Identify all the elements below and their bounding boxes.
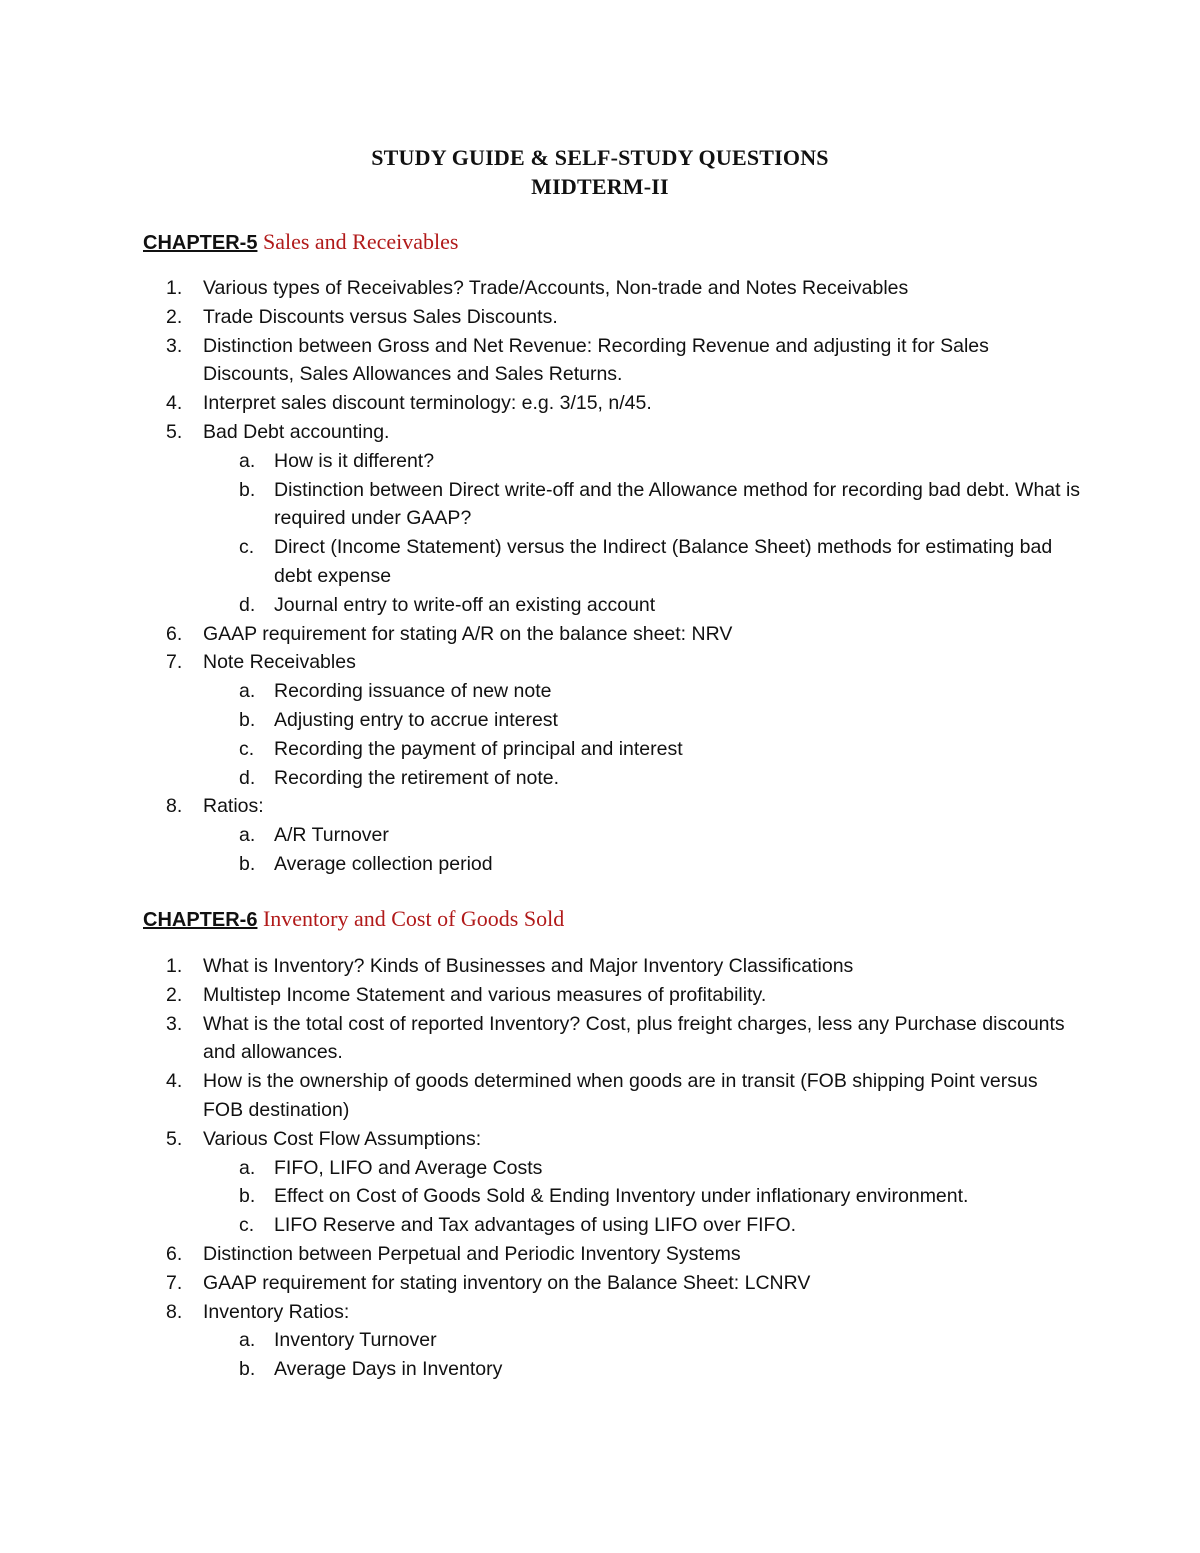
list-item-text: Inventory Ratios: <box>203 1300 350 1323</box>
sub-list-item-text: FIFO, LIFO and Average Costs <box>274 1156 543 1179</box>
list-item-number: 4. <box>166 392 183 415</box>
list-item <box>0 1269 1083 1298</box>
title-line-1: STUDY GUIDE & SELF-STUDY QUESTIONS <box>371 145 829 170</box>
list-item-text: Interpret sales discount terminology: e.g. 3/15, n/45. <box>203 392 652 415</box>
sub-list-item <box>0 447 1094 476</box>
sub-list-item-letter: c. <box>239 737 255 760</box>
chapter-5-list <box>0 274 1200 879</box>
chapter-5-heading <box>143 227 458 258</box>
sub-list-item-letter: b. <box>239 708 256 731</box>
list-item <box>0 648 1083 677</box>
sub-list-item-text: Direct (Income Statement) versus the Indirect (Balance Sheet) methods for estimating bad debt expense <box>274 536 1053 587</box>
sub-list-item-text: Inventory Turnover <box>274 1329 437 1352</box>
chapter-5-label: CHAPTER-5 <box>143 232 258 254</box>
list-item-text: Distinction between Perpetual and Periodic Inventory Systems <box>203 1242 741 1265</box>
list-item-text: Various types of Receivables? Trade/Accounts, Non-trade and Notes Receivables <box>203 277 909 299</box>
sub-list-item-text: Journal entry to write-off an existing account <box>274 593 656 616</box>
sub-list-item-text: Effect on Cost of Goods Sold & Ending Inventory under inflationary environment. <box>274 1185 969 1208</box>
sub-list-item-letter: a. <box>239 1156 256 1179</box>
list-item <box>0 981 1083 1010</box>
list-item <box>0 303 1083 332</box>
list-item-number: 3. <box>166 1012 183 1035</box>
list-item-number: 7. <box>166 651 183 674</box>
list-item <box>0 792 1083 821</box>
list-item <box>0 1067 1083 1125</box>
chapter-6-list <box>0 952 1200 1384</box>
list-item-number: 6. <box>166 1242 183 1265</box>
sub-list-item-letter: c. <box>239 536 255 559</box>
sub-list-item <box>0 476 1094 534</box>
chapter-6-title: Inventory and Cost of Goods Sold <box>262 906 565 931</box>
list-item-text: GAAP requirement for stating A/R on the balance sheet: NRV <box>203 622 733 645</box>
sub-list-item <box>0 1154 1094 1183</box>
sub-list-item <box>0 533 1094 591</box>
list-item-text: Distinction between Gross and Net Revenue: Recording Revenue and adjusting it for Sales Discounts, Sales Allowances and Sales Returns. <box>203 334 989 386</box>
sub-list-item <box>0 764 1094 793</box>
sub-list-item-letter: d. <box>239 766 256 789</box>
list-item <box>0 1240 1083 1269</box>
sub-list-item-letter: a. <box>239 449 256 472</box>
list-item-number: 5. <box>166 420 183 443</box>
list-item-text: What is Inventory? Kinds of Businesses and Major Inventory Classifications <box>203 955 854 977</box>
list-item <box>0 274 1083 303</box>
sub-list-item <box>0 1326 1094 1355</box>
sub-list-item <box>0 1355 1094 1384</box>
list-item-number: 8. <box>166 1300 183 1323</box>
chapter-6-label: CHAPTER-6 <box>143 909 258 931</box>
list-item-text: GAAP requirement for stating inventory on the Balance Sheet: LCNRV <box>203 1271 811 1294</box>
list-item-number: 5. <box>166 1127 183 1150</box>
sub-list-item <box>0 850 1094 879</box>
list-item <box>0 418 1083 447</box>
list-item-number: 3. <box>166 334 183 357</box>
sub-list-item-text: A/R Turnover <box>274 824 389 847</box>
sub-list-item-letter: b. <box>239 1358 256 1381</box>
list-item <box>0 1125 1083 1154</box>
sub-list-item <box>0 706 1094 735</box>
list-item-text: How is the ownership of goods determined when goods are in transit (FOB shipping Point versus FOB destination) <box>203 1070 1038 1121</box>
title-line-2: MIDTERM-II <box>531 174 669 199</box>
list-item <box>0 389 1083 418</box>
list-item-number: 8. <box>166 795 183 818</box>
list-item <box>0 1298 1083 1327</box>
list-item-text: Bad Debt accounting. <box>203 420 390 443</box>
sub-list-item <box>0 591 1094 620</box>
list-item <box>0 952 1083 981</box>
list-item-number: 2. <box>166 305 183 328</box>
list-item-text: Multistep Income Statement and various measures of profitability. <box>203 983 767 1006</box>
sub-list-item-text: How is it different? <box>274 449 435 472</box>
sub-list-item-text: Recording issuance of new note <box>274 680 552 703</box>
list-item-text: Various Cost Flow Assumptions: <box>203 1127 482 1150</box>
list-item <box>0 332 1083 390</box>
sub-list-item-letter: d. <box>239 593 256 616</box>
sub-list-item-letter: b. <box>239 852 256 875</box>
list-item-number: 2. <box>166 983 183 1006</box>
sub-list-item-text: Recording the payment of principal and interest <box>274 737 683 760</box>
sub-list-item-text: Average Days in Inventory <box>274 1358 503 1381</box>
list-item-number: 4. <box>166 1070 183 1093</box>
list-item-text: Trade Discounts versus Sales Discounts. <box>203 305 558 328</box>
sub-list-item-text: Recording the retirement of note. <box>274 766 560 789</box>
sub-list-item-letter: a. <box>239 680 256 703</box>
sub-list-item-letter: b. <box>239 1185 256 1208</box>
sub-list-item-text: LIFO Reserve and Tax advantages of using LIFO over FIFO. <box>274 1214 797 1237</box>
sub-list-item-letter: c. <box>239 1214 255 1237</box>
sub-list-item <box>0 821 1094 850</box>
sub-list-item-text: Distinction between Direct write-off and the Allowance method for recording bad debt. What is required under GAAP? <box>274 478 1081 530</box>
sub-list-item-letter: a. <box>239 1329 256 1352</box>
list-item-number: 1. <box>166 955 183 977</box>
list-item-text: Ratios: <box>203 795 264 818</box>
sub-list-item-letter: a. <box>239 824 256 847</box>
sub-list-item <box>0 1211 1094 1240</box>
sub-list-item-text: Average collection period <box>274 852 493 875</box>
list-item <box>0 1010 1083 1068</box>
list-item-text: What is the total cost of reported Inventory? Cost, plus freight charges, less any Purchase discounts and allowances. <box>203 1012 1065 1064</box>
list-item-text: Note Receivables <box>203 651 356 674</box>
chapter-5-title: Sales and Receivables <box>262 229 459 254</box>
sub-list-item <box>0 1182 1094 1211</box>
chapter-6-heading <box>143 904 564 935</box>
list-item-number: 7. <box>166 1271 183 1294</box>
sub-list-item <box>0 677 1094 706</box>
list-item <box>0 620 1083 649</box>
document-title <box>0 143 1200 201</box>
list-item-number: 6. <box>166 622 183 645</box>
sub-list-item-text: Adjusting entry to accrue interest <box>274 708 558 731</box>
sub-list-item <box>0 735 1094 764</box>
sub-list-item-letter: b. <box>239 478 256 501</box>
list-item-number: 1. <box>166 277 183 299</box>
